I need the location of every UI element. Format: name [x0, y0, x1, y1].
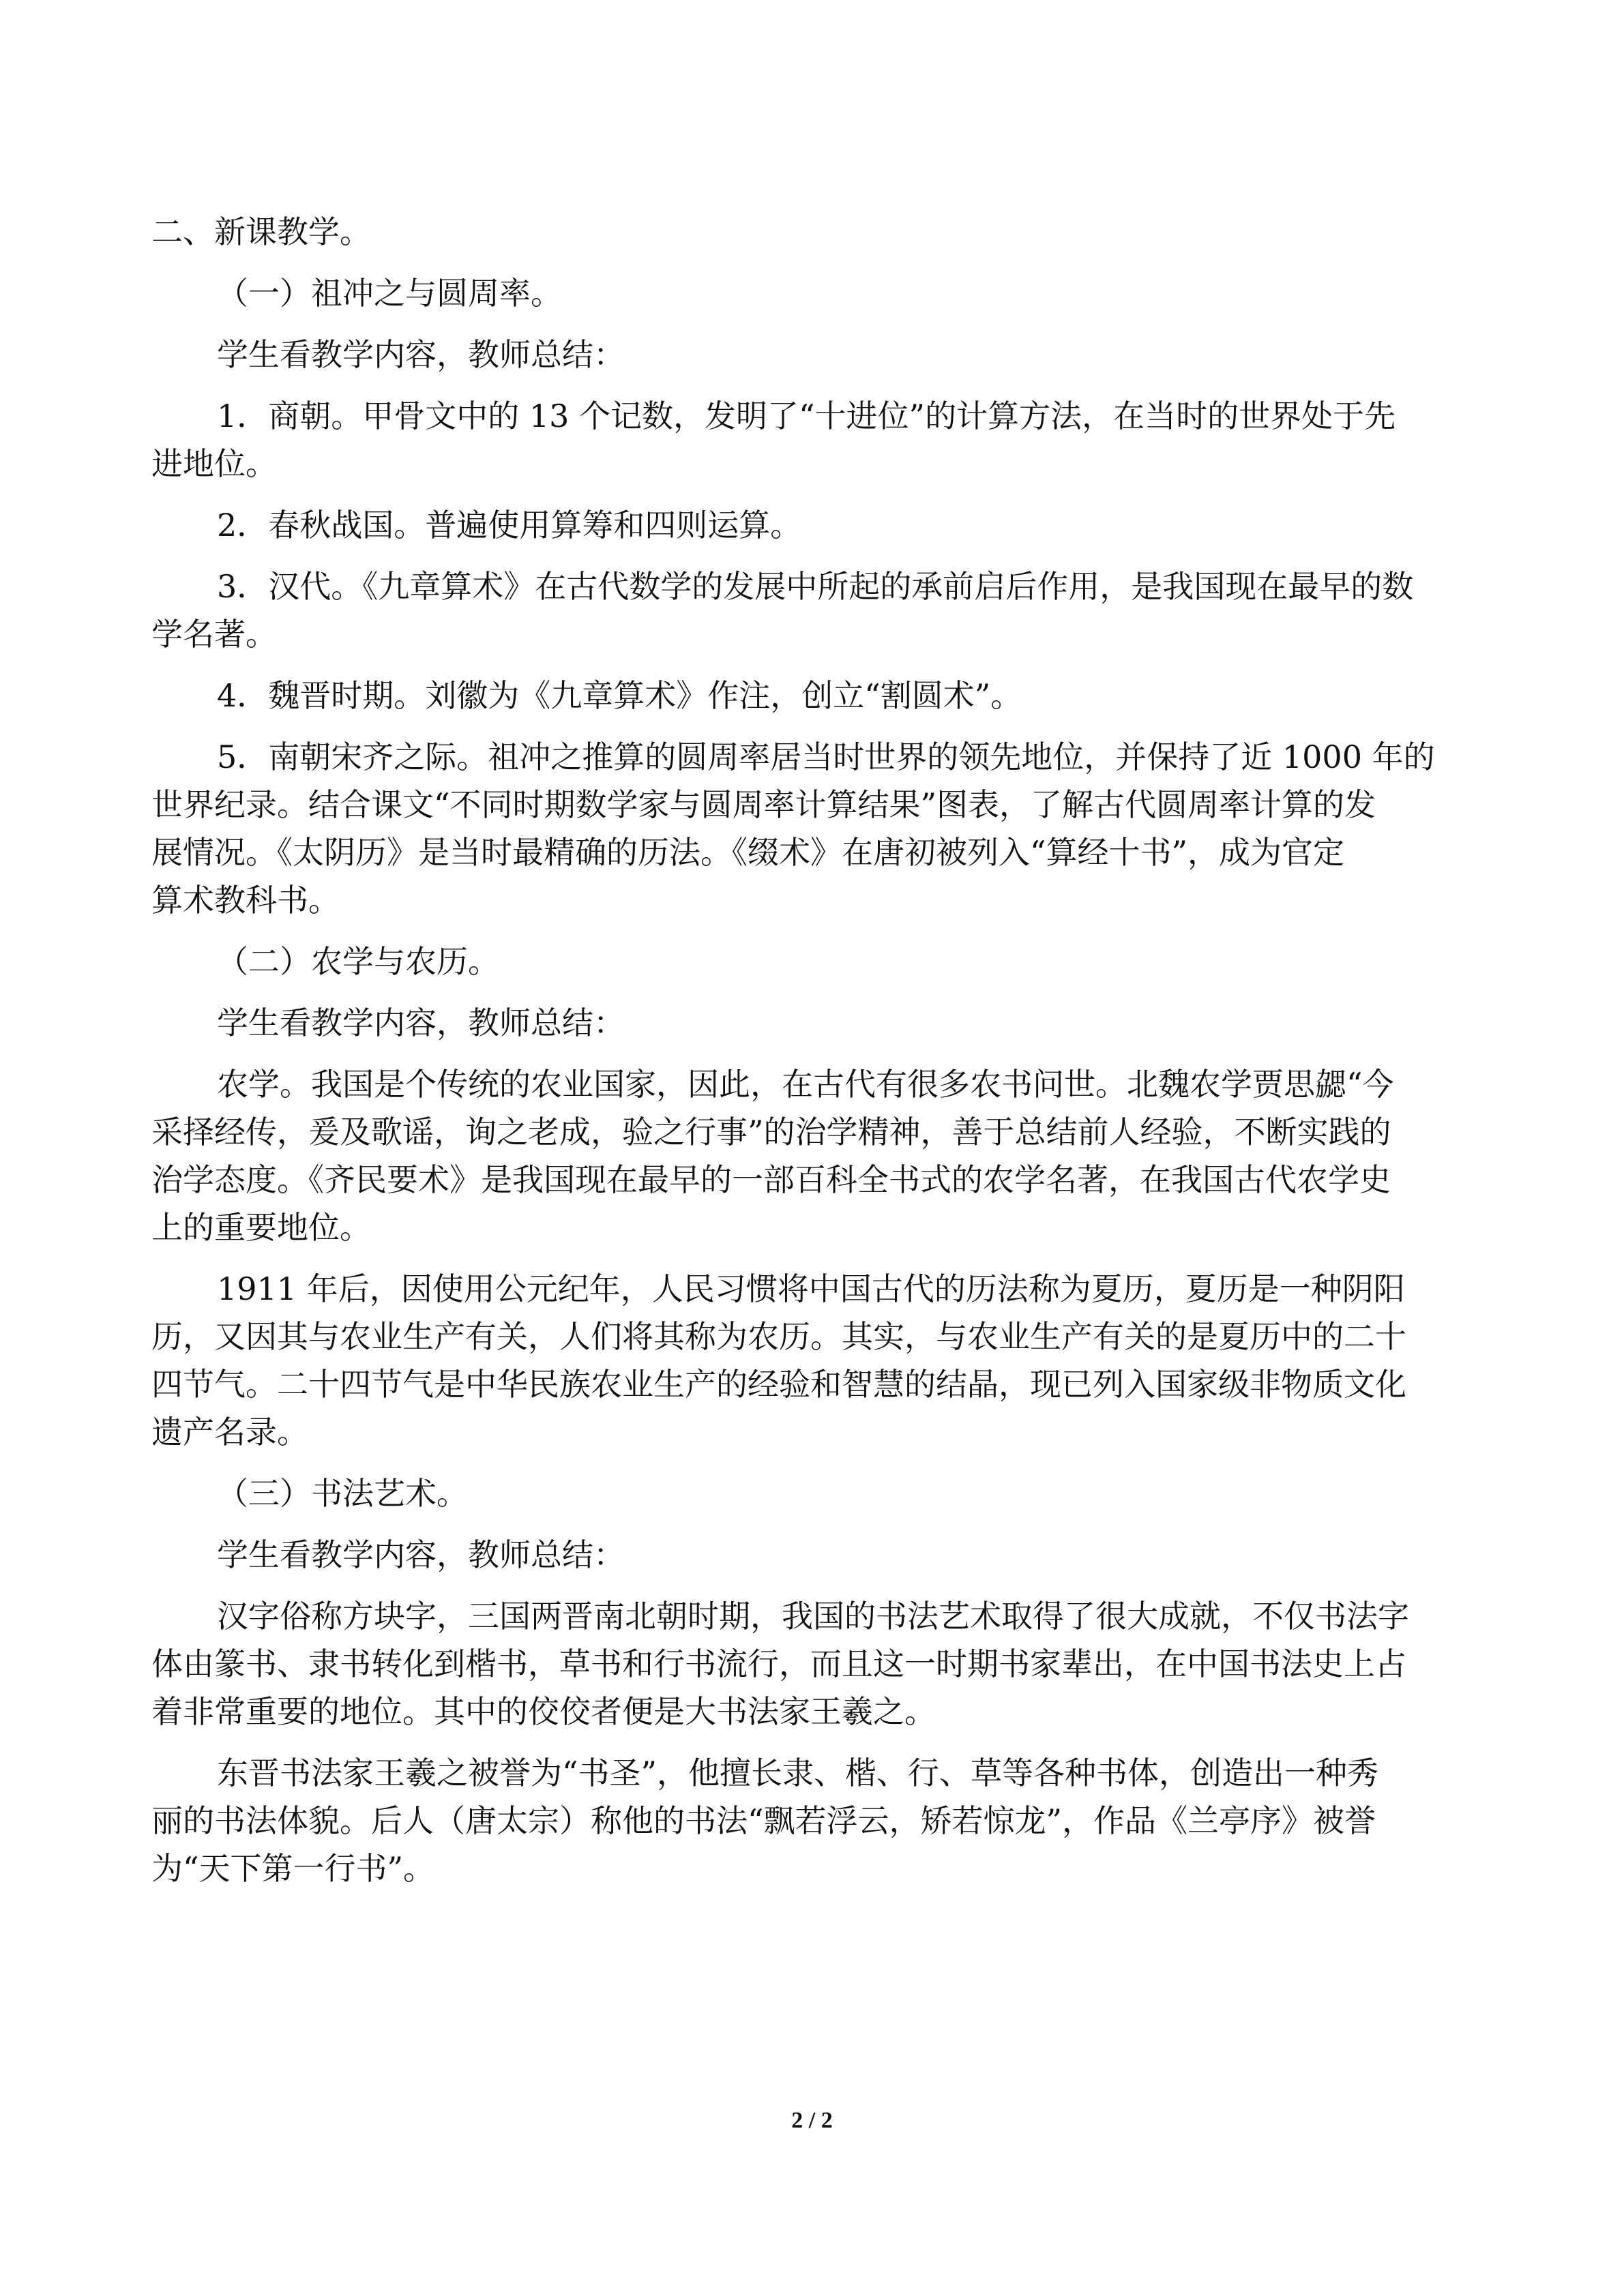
- paragraph-line: 体由篆书、隶书转化到楷书，草书和行书流行，而且这一时期书家辈出，在中国书法史上占: [151, 1645, 1406, 1682]
- list-item-line: 进地位。: [151, 445, 277, 482]
- paragraph-line: 治学态度。《齐民要术》是我国现在最早的一部百科全书式的农学名著，在我国古代农学史: [151, 1161, 1391, 1198]
- list-item-line: 5．南朝宋齐之际。祖冲之推算的圆周率居当时世界的领先地位，并保持了近 1000 年的: [217, 739, 1435, 775]
- subsection-heading-agriculture: （二）农学与农历。: [217, 943, 499, 980]
- list-item-line: 4．魏晋时期。刘徽为《九章算术》作注，创立“割圆术”。: [217, 677, 1022, 714]
- paragraph-line: 采择经传，爰及歌谣，询之老成，验之行事”的治学精神，善于总结前人经验，不断实践的: [151, 1114, 1391, 1150]
- paragraph-line: 四节气。二十四节气是中华民族农业生产的经验和智慧的结晶，现已列入国家级非物质文化: [151, 1366, 1406, 1403]
- paragraph-line: 学生看教学内容，教师总结：: [217, 1004, 625, 1041]
- paragraph-line: 学生看教学内容，教师总结：: [217, 336, 625, 373]
- paragraph-line: 着非常重要的地位。其中的佼佼者便是大书法家王羲之。: [151, 1693, 936, 1730]
- list-item-line: 算术教科书。: [151, 882, 340, 919]
- list-item-line: 2．春秋战国。普遍使用算筹和四则运算。: [217, 507, 802, 543]
- paragraph-line: 学生看教学内容，教师总结：: [217, 1536, 625, 1573]
- paragraph-line: 丽的书法体貌。后人（唐太宗）称他的书法“飘若浮云，矫若惊龙”，作品《兰亭序》被誉: [151, 1802, 1376, 1839]
- paragraph-line: 1911 年后，因使用公元纪年，人民习惯将中国古代的历法称为夏历，夏历是一种阴阳: [217, 1270, 1405, 1307]
- paragraph-line: 为“天下第一行书”。: [151, 1850, 435, 1887]
- list-item-line: 学名著。: [151, 616, 277, 653]
- section-heading-new-lesson: 二、新课教学。: [151, 213, 371, 250]
- subsection-heading-zu-chongzhi: （一）祖冲之与圆周率。: [217, 275, 562, 312]
- list-item-line: 世界纪录。结合课文“不同时期数学家与圆周率计算结果”图表，了解古代圆周率计算的发: [151, 786, 1376, 823]
- paragraph-line: 汉字俗称方块字，三国两晋南北朝时期，我国的书法艺术取得了很大成就，不仅书法字: [217, 1598, 1409, 1635]
- paragraph-line: 农学。我国是个传统的农业国家，因此，在古代有很多农书问世。北魏农学贾思勰“今: [217, 1066, 1394, 1103]
- page-number: 2 / 2: [791, 2108, 833, 2133]
- list-item-line: 3．汉代。《九章算术》在古代数学的发展中所起的承前启后作用，是我国现在最早的数: [217, 568, 1414, 605]
- paragraph-line: 东晋书法家王羲之被誉为“书圣”，他擅长隶、楷、行、草等各种书体，创造出一种秀: [217, 1755, 1379, 1791]
- list-item-line: 展情况。《太阴历》是当时最精确的历法。《缀术》在唐初被列入“算经十书”，成为官定: [151, 834, 1345, 871]
- paragraph-line: 历，又因其与农业生产有关，人们将其称为农历。其实，与农业生产有关的是夏历中的二十: [151, 1318, 1406, 1355]
- paragraph-line: 上的重要地位。: [151, 1209, 371, 1246]
- paragraph-line: 遗产名录。: [151, 1414, 308, 1450]
- list-item-line: 1．商朝。甲骨文中的 13 个记数，发明了“十进位”的计算方法，在当时的世界处于先: [217, 398, 1396, 434]
- document-body: [151, 208, 1473, 1892]
- subsection-heading-calligraphy: （三）书法艺术。: [217, 1475, 468, 1512]
